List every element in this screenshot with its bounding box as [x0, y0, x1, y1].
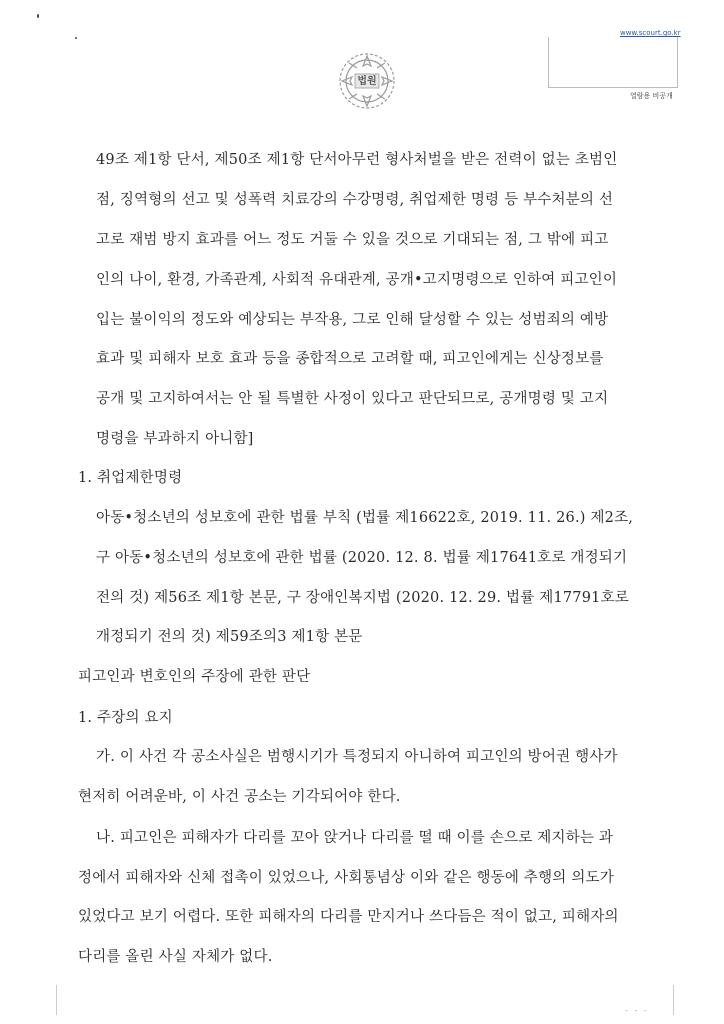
stamp-box	[548, 37, 678, 88]
body-line: 고로 재범 방지 효과를 어느 정도 거둘 수 있을 것으로 기대되는 점, 그 밖에 피고	[96, 232, 609, 248]
statute-line: 아동•청소년의 성보호에 관한 법률 부칙 (법률 제16622호, 2019. 11. 26.) 제2조,	[96, 510, 634, 526]
body-line: 다리를 올린 사실 자체가 없다.	[78, 949, 273, 965]
section-heading: 1. 취업제한명령	[78, 470, 183, 486]
page-marker: - - -	[625, 1006, 649, 1015]
emblem-label: 법원	[357, 76, 377, 87]
court-emblem-icon	[336, 50, 398, 112]
statute-line: 구 아동•청소년의 성보호에 관한 법률 (2020. 12. 8. 법률 제17641호로 개정되기	[96, 550, 628, 566]
body-line: 나. 피고인은 피해자가 다리를 꼬아 앉거나 다리를 떨 때 이를 손으로 제지하는 과	[96, 830, 614, 846]
scan-speck	[37, 14, 39, 18]
body-line: 49조 제1항 단서, 제50조 제1항 단서아무런 형사처벌을 받은 전력이 없는 초범인	[96, 152, 618, 168]
body-line: 인의 나이, 환경, 가족관계, 사회적 유대관계, 공개•고지명령으로 인하여 피고인이	[96, 272, 618, 288]
body-line: 명령을 부과하지 아니함]	[96, 431, 254, 447]
statute-line: 개정되기 전의 것) 제59조의3 제1항 본문	[96, 629, 363, 645]
body-line: 정에서 피해자와 신체 접촉이 있었으나, 사회통념상 이와 같은 행동에 추행의 의도가	[78, 870, 614, 886]
body-line: 점, 징역형의 선고 및 성폭력 치료강의 수강명령, 취업제한 명령 등 부수처분의 선	[96, 192, 614, 208]
court-url: www.scourt.go.kr	[620, 29, 681, 37]
statute-line: 전의 것) 제56조 제1항 본문, 구 장애인복지법 (2020. 12. 29. 법률 제17791호로	[96, 590, 630, 606]
footer-box	[56, 985, 674, 1015]
body-line: 있었다고 보기 어렵다. 또한 피해자의 다리를 만지거나 쓰다듬은 적이 없고, 피해자의	[78, 909, 619, 925]
stamp-note: 열람용 비공개	[630, 92, 673, 100]
body-line: 효과 및 피해자 보호 효과 등을 종합적으로 고려할 때, 피고인에게는 신상정보를	[96, 351, 604, 367]
body-line: 공개 및 고지하여서는 안 될 특별한 사정이 있다고 판단되므로, 공개명령 및 고지	[96, 391, 609, 407]
body-line: 현저히 어려운바, 이 사건 공소는 기각되어야 한다.	[78, 789, 401, 805]
scan-speck	[75, 37, 77, 39]
body-line: 입는 불이익의 정도와 예상되는 부작용, 그로 인해 달성할 수 있는 성범죄의 예방	[96, 312, 609, 328]
body-line: 가. 이 사건 각 공소사실은 범행시기가 특정되지 아니하여 피고인의 방어권 행사가	[96, 749, 618, 765]
section-heading: 피고인과 변호인의 주장에 관한 판단	[78, 669, 311, 685]
subsection-heading: 1. 주장의 요지	[78, 710, 173, 726]
